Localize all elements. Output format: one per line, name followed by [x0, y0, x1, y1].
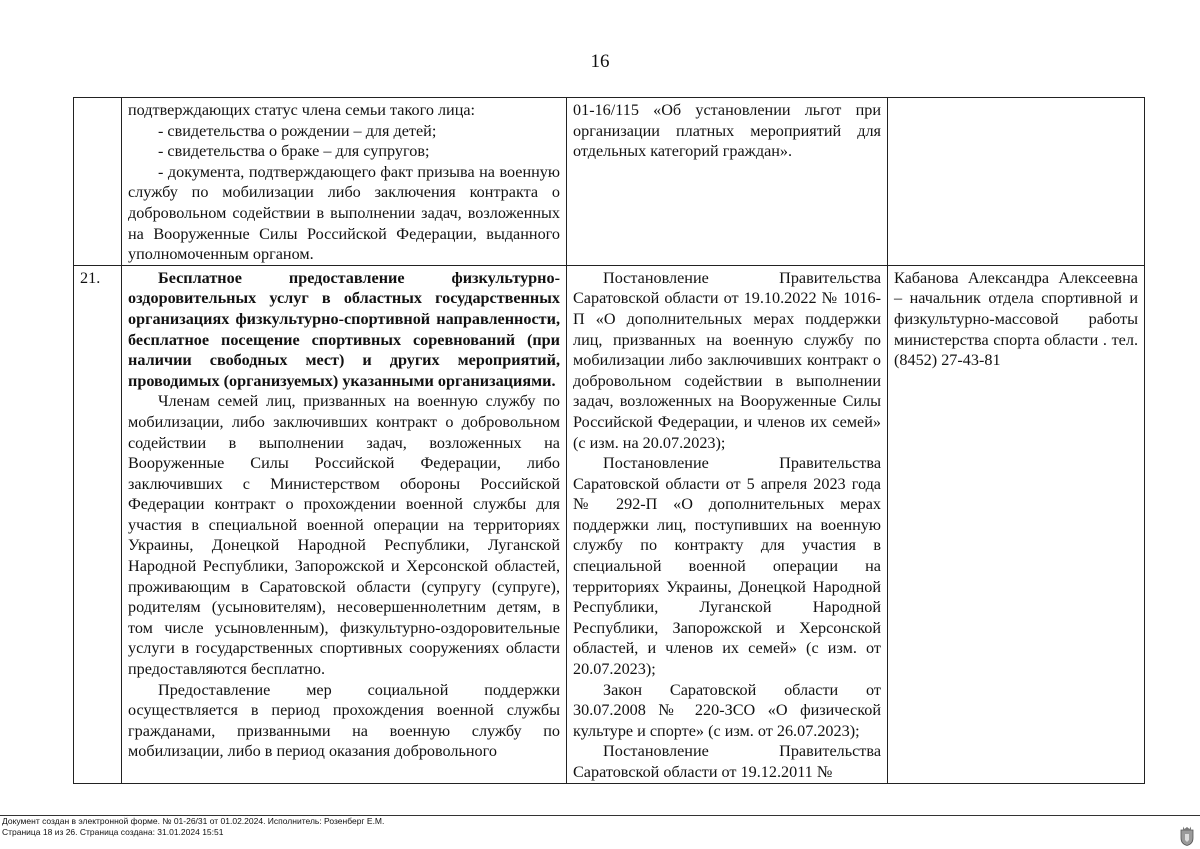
- service-description-cell: [122, 98, 567, 266]
- contact-cell: Кабанова Александра Алексеевна – начальник отдела спортивной и физкультурно-массовой работы министерства спорта области . тел. (8452) 27-43-81: [888, 265, 1145, 783]
- footer-document-info: Документ создан в электронной форме. № 01-26/31 от 01.02.2024. Исполнитель: Розенберг Е.М.: [2, 816, 385, 826]
- table-row: [74, 265, 1145, 783]
- paragraph: Постановление Правительства Саратовской области от 19.12.2011 №: [573, 742, 881, 781]
- paragraph: Членам семей лиц, призванных на военную службу по мобилизации, либо заключивших контракт о добровольном содействии в выполнении задач, возложенных на Вооруженные Силы Российской Федерации, либо заключивших с Министерством обороны Российской Федерации контракт о прохождении военной службы для участия в специальной военной операции на территориях Украины, Донецкой Народной Республики, Луганской Народной Республики, Запорожской и Херсонской областей, проживающим в Саратовской области (супругу (супруге), родителям (усыновителям), несовершеннолетним детям, в том числе усыновленным), физкультурно-оздоровительные услуги в государственных спортивных сооружениях области предоставляются бесплатно.: [128, 392, 560, 679]
- contact-cell: [888, 98, 1145, 266]
- paragraph: 01-16/115 «Об установлении льгот при организации платных мероприятий для отдельных категорий граждан».: [573, 101, 881, 161]
- paragraph: Постановление Правительства Саратовской области от 19.10.2022 № 1016-П «О дополнительных мерах поддержки лиц, призванных на военную службу по мобилизации либо заключивших контракт о добровольном содействии в выполнении задач, возложенных на Вооруженные Силы Российской Федерации, и членов их семей» (с изм. на 20.07.2023);: [573, 268, 881, 452]
- page-number: 16: [590, 51, 610, 72]
- legal-basis-cell: [567, 98, 888, 266]
- paragraph: - документа, подтверждающего факт призыва на военную службу по мобилизации либо заключения контракта о добровольном содействии в выполнении задач, возложенных на Вооруженные Силы Российской Федерации, выданного уполномоченным органом.: [128, 162, 560, 264]
- row-number: [74, 98, 122, 266]
- document-footer: [0, 815, 1200, 838]
- saratov-coat-of-arms-icon: [1180, 826, 1194, 846]
- paragraph: Постановление Правительства Саратовской области от 5 апреля 2023 года № 292-П «О дополнительных мерах поддержки лиц, поступивших на военную службу по контракту для участия в специальной военной операции на территориях Украины, Донецкой Народной Республики, Луганской Народной Республики, Запорожской и Херсонской областей, и членов их семей» (с изм. от 20.07.2023);: [573, 454, 881, 679]
- footer-page-info: Страница 18 из 26. Страница создана: 31.01.2024 15:51: [2, 827, 224, 837]
- service-description-cell: [122, 265, 567, 783]
- measures-table: [73, 97, 1145, 784]
- paragraph: - свидетельства о браке – для супругов;: [158, 142, 430, 161]
- row-number: 21.: [74, 265, 122, 783]
- paragraph: Бесплатное предоставление физкультурно-оздоровительных услуг в областных государственных организациях физкультурно-спортивной направленности, бесплатное посещение спортивных соревнований (при наличии свободных мест) и других мероприятий, проводимых (организуемых) указанными организациями.: [128, 268, 560, 390]
- legal-basis-cell: [567, 265, 888, 783]
- paragraph: - свидетельства о рождении – для детей;: [158, 121, 437, 140]
- paragraph: подтверждающих статус члена семьи такого лица:: [128, 101, 476, 119]
- table-row: [74, 98, 1145, 266]
- paragraph: Закон Саратовской области от 30.07.2008 № 220-ЗСО «О физической культуре и спорте» (с изм. от 26.07.2023);: [573, 680, 881, 740]
- paragraph: Предоставление мер социальной поддержки осуществляется в период прохождения военной службы гражданами, призванными на военную службу по мобилизации, либо в период оказания добровольного: [128, 680, 560, 761]
